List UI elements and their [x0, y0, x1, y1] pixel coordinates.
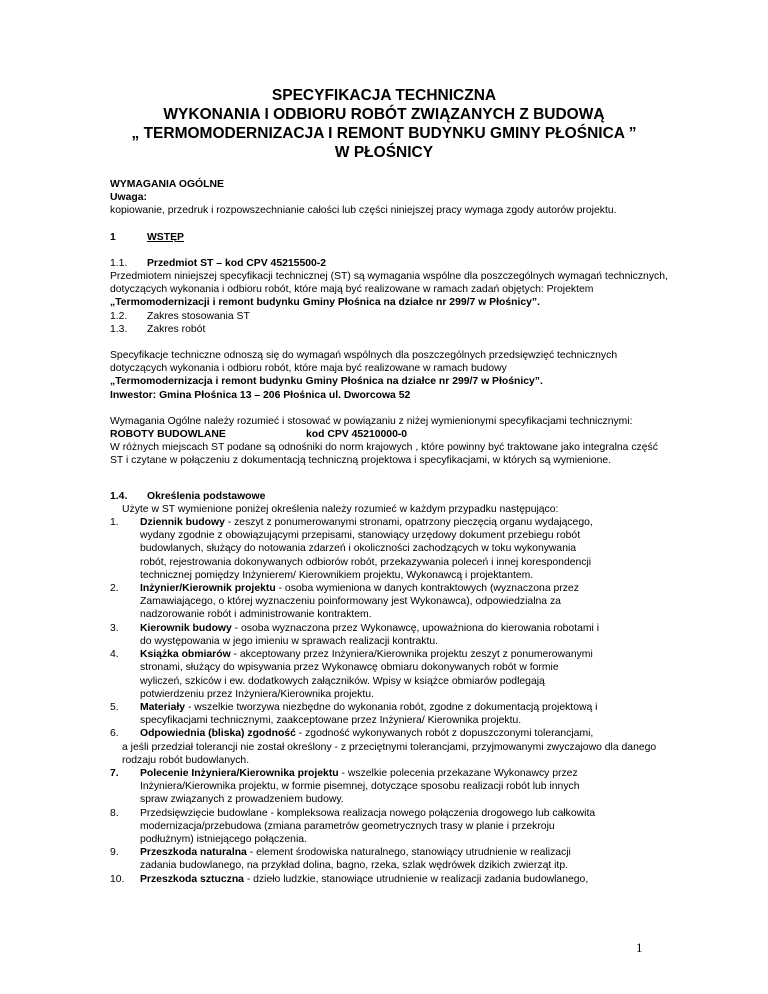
definition-continuation: [110, 569, 670, 582]
section-1-4-intro: Użyte w ST wymienione poniżej określenia należy rozumieć w każdym przypadku następująco:: [122, 503, 559, 515]
section-1-4-number: 1.4.: [110, 490, 128, 502]
definition-text: wyliczeń, szkiców i ew. dodatkowych załączników. Wpisy w książce obmiarów podlegają: [140, 675, 545, 687]
section-1-4-title: Określenia podstawowe: [147, 490, 266, 502]
definition-term: Materiały: [140, 701, 186, 713]
title-line-4: W PŁOŚNICY: [334, 144, 434, 161]
definition-text: - wszelkie polecenia przekazane Wykonawcy przez: [338, 767, 578, 779]
section-1-4-heading: [110, 490, 670, 503]
section-1-title: WSTĘP: [147, 231, 184, 243]
definition-item: [110, 648, 670, 661]
robots-label: ROBOTY BUDOWLANE: [110, 429, 226, 441]
definition-continuation: [110, 595, 670, 608]
definition-continuation: [110, 820, 670, 833]
definition-text: stronami, służący do wpisywania przez Wykonawcę obmiaru dokonywanych robót w formie: [140, 662, 559, 674]
definition-text: wydany zgodnie z obowiązującymi przepisami, stanowiący urzędowy dokument przebiegu robót: [140, 530, 581, 542]
definition-term: Przeszkoda sztuczna: [140, 873, 244, 885]
section-1-3-title: Zakres robót: [147, 323, 206, 335]
definition-continuation: [110, 793, 670, 806]
scope-line-2: dotyczących wykonania i odbioru robót, które maja być realizowane w ramach budowy: [110, 363, 507, 375]
title-line-1: SPECYFIKACJA TECHNICZNA: [271, 87, 497, 104]
definition-term: Odpowiednia (bliska) zgodność: [140, 728, 296, 740]
investor-line: Inwestor: Gmina Płośnica 13 – 206 Płośnica ul. Dworcowa 52: [110, 389, 411, 401]
general-heading: WYMAGANIA OGÓLNE: [110, 179, 224, 190]
title-line-3: „ TERMOMODERNIZACJA I REMONT BUDYNKU GMINY PŁOŚNICA ”: [131, 125, 637, 142]
definition-number: 2.: [110, 583, 119, 595]
definition-text: - element środowiska naturalnego, stanowiący utrudnienie w realizacji: [246, 847, 571, 859]
definition-term: Kierownik budowy: [140, 622, 232, 634]
definitions-list: [110, 516, 670, 886]
definition-item: [110, 873, 670, 886]
definition-continuation: [110, 556, 670, 569]
reqs-line-4: ST i czytane w połączeniu z dokumentacją techniczną projektowa i specyfikacjami, w których są wymienione.: [110, 455, 612, 467]
definition-number: 5.: [110, 701, 119, 713]
definition-item: [110, 846, 670, 859]
section-1-number: 1: [110, 231, 116, 243]
definition-text: Inżyniera/Kierownika projektu, w formie pisemnej, dotyczące sposobu realizacji robót lub innych: [140, 781, 580, 793]
section-1-heading: [110, 231, 670, 244]
definition-text: rodzaju robót budowlanych.: [122, 754, 250, 766]
definition-continuation: [110, 661, 670, 674]
definition-number: 9.: [110, 847, 119, 859]
definition-text: potwierdzeniu przez Inżyniera/Kierownika projektu.: [140, 688, 374, 700]
definition-text: modernizacja/przebudowa (zmiana parametrów geometrycznych trasy w planie i przekroju: [140, 820, 555, 832]
note-label: Uwaga:: [110, 192, 147, 204]
reqs-line-3: W różnych miejscach ST podane są odnośniki do norm krajowych , które powinny być traktowane jako integralna część: [110, 442, 658, 454]
definition-text: spraw związanych z prowadzeniem budowy.: [140, 794, 344, 806]
definition-text: budowlanych, służący do notowania zdarzeń i okoliczności zachodzących w toku wykonywania: [140, 543, 577, 555]
definition-continuation: [110, 833, 670, 846]
definition-term: Inżynier/Kierownik projektu: [140, 583, 276, 595]
section-1-1-line-1: Przedmiotem niniejszej specyfikacji technicznej (ST) są wymagania wspólne dla poszczególnych wymagań technicznych,: [110, 271, 668, 283]
definition-continuation: [110, 754, 670, 767]
definition-text: a jeśli przedział tolerancji nie został określony - z przeciętnymi tolerancjami, przyjmowanymi zwyczajowo dla danego: [122, 741, 657, 753]
definition-text: - akceptowany przez Inżyniera/Kierownika projektu zeszyt z ponumerowanymi: [230, 649, 593, 661]
note-text: kopiowanie, przedruk i rozpowszechnianie całości lub części niniejszej pracy wymaga zgody autorów projektu.: [110, 205, 617, 217]
section-1-2-title: Zakres stosowania ST: [147, 310, 250, 322]
definition-term: Polecenie Inżyniera/Kierownika projektu: [140, 767, 339, 779]
section-1-1-line-2: dotyczących wykonania i odbioru robót, które mają być realizowane w ramach zadań objętych: Projektem: [110, 284, 594, 296]
definition-continuation: [110, 859, 670, 872]
definition-continuation: [110, 608, 670, 621]
definition-text: technicznej pomiędzy Inżynierem/ Kierownikiem projektu, Wykonawcą i projektantem.: [140, 569, 534, 581]
definition-text: podłużnym) istniejącego połączenia.: [140, 833, 307, 845]
definition-item: [110, 516, 670, 529]
page-number: 1: [636, 940, 643, 955]
definition-continuation: [110, 542, 670, 555]
definition-item: [110, 767, 670, 780]
definition-item: [110, 701, 670, 714]
definition-text: - zeszyt z ponumerowanymi stronami, opatrzony pieczęcią organu wydającego,: [224, 517, 593, 529]
section-1-1-heading: [110, 257, 670, 270]
document-body: [110, 178, 670, 886]
definition-text: do występowania w jego imieniu w sprawach realizacji kontraktu.: [140, 635, 439, 647]
definition-text: zadania budowlanego, na przykład dolina, bagno, rzeka, szlak wędrówek dzikich zwierząt itp.: [140, 860, 568, 872]
definition-number: 10.: [110, 873, 125, 885]
section-1-2-heading: [110, 310, 670, 323]
definition-continuation: [110, 529, 670, 542]
definition-text: - osoba wymieniona w danych kontraktowych (wyznaczona przez: [275, 583, 579, 595]
definition-text: - zgodność wykonywanych robót z dopuszczonymi tolerancjami,: [295, 728, 594, 740]
definition-continuation: [110, 780, 670, 793]
definition-item: [110, 622, 670, 635]
definition-text: - dzieło ludzkie, stanowiące utrudnienie w realizacji zadania budowlanego,: [243, 873, 589, 885]
definition-text: nadzorowanie robót i administrowanie kontraktem.: [140, 609, 372, 621]
definition-term: Dziennik budowy: [140, 517, 225, 529]
definition-term: Przeszkoda naturalna: [140, 847, 247, 859]
section-1-3-number: 1.3.: [110, 323, 128, 335]
definition-text: robót, rejestrowania dokonywanych odbiorów robót, przekazywania poleceń i innej korespondencji: [140, 556, 592, 568]
definition-text: - wszelkie tworzywa niezbędne do wykonania robót, zgodne z dokumentacją projektową i: [185, 701, 598, 713]
definition-number: 8.: [110, 807, 119, 819]
definition-number: 1.: [110, 517, 119, 529]
robots-code: kod CPV 45210000-0: [306, 429, 408, 441]
definition-continuation: [110, 741, 670, 754]
section-1-1-number: 1.1.: [110, 257, 128, 269]
definition-text: specyfikacjami technicznymi, zaakceptowane przez Inżyniera/ Kierownika projektu.: [140, 715, 522, 727]
definition-item: [110, 582, 670, 595]
definition-item: [110, 727, 670, 740]
definition-number: 3.: [110, 622, 119, 634]
definition-term: Książka obmiarów: [140, 649, 231, 661]
scope-line-1: Specyfikacje techniczne odnoszą się do wymagań wspólnych dla poszczególnych przedsięwzięć technicznych: [110, 350, 618, 362]
definition-item: [110, 807, 670, 820]
definition-number: 6.: [110, 728, 119, 740]
scope-line-3: „Termomodernizacja i remont budynku Gminy Płośnica na działce nr 299/7 w Płośnicy”.: [110, 376, 543, 388]
definition-continuation: [110, 714, 670, 727]
definition-text: Przedsięwzięcie budowlane - kompleksowa realizacja nowego połączenia drogowego lub całkowita: [140, 807, 596, 819]
definition-continuation: [110, 675, 670, 688]
title-line-2: WYKONANIA I ODBIORU ROBÓT ZWIĄZANYCH Z BUDOWĄ: [163, 106, 605, 123]
definition-text: - osoba wyznaczona przez Wykonawcę, upoważniona do kierowania robotami i: [231, 622, 600, 634]
section-1-1-title: Przedmiot ST – kod CPV 45215500-2: [147, 257, 327, 269]
robots-line: [110, 428, 670, 441]
reqs-line-1: Wymagania Ogólne należy rozumieć i stosować w powiązaniu z niżej wymienionymi specyfikacjami technicznymi:: [110, 415, 633, 427]
section-1-2-number: 1.2.: [110, 310, 128, 322]
section-1-1-line-3: „Termomodernizacji i remont budynku Gminy Płośnica na działce nr 299/7 w Płośnicy”.: [110, 297, 540, 309]
definition-continuation: [110, 635, 670, 648]
definition-text: Zamawiającego, o której wyznaczeniu poinformowany jest Wykonawca), odpowiedzialna za: [140, 596, 561, 608]
definition-number: 7.: [110, 767, 119, 779]
definition-continuation: [110, 688, 670, 701]
section-1-3-heading: [110, 323, 670, 336]
definition-number: 4.: [110, 649, 119, 661]
